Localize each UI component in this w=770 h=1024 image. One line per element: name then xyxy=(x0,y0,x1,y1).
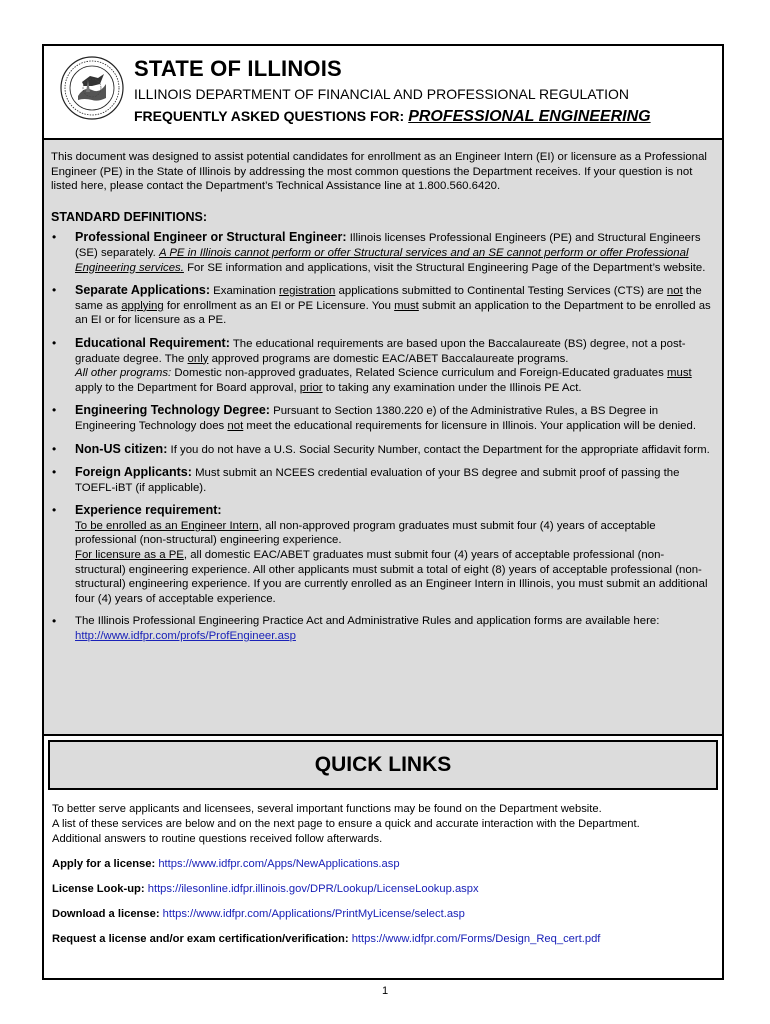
definitions-section xyxy=(44,140,722,736)
practice-act-link[interactable]: http://www.idfpr.com/profs/ProfEngineer.asp xyxy=(75,630,296,643)
definition-text: the same as xyxy=(75,285,702,312)
definition-underline: prior xyxy=(299,381,323,394)
definition-term: Separate Applications: xyxy=(75,283,210,298)
definition-italic: All other programs: xyxy=(75,367,172,380)
definition-pe-se xyxy=(51,230,714,275)
definition-experience-requirement xyxy=(51,503,714,606)
definition-text: submit an application to the Department to be enrolled as an EI or for licensure as a PE. xyxy=(75,299,711,327)
definition-underline: applying xyxy=(121,299,164,312)
definition-underline: For licensure as a PE xyxy=(75,549,184,562)
definition-term: Educational Requirement: xyxy=(75,335,230,350)
definition-text: Illinois licenses Professional Engineers (PE) and Structural Engineers (SE) separately. xyxy=(75,232,701,259)
definition-underline: must xyxy=(394,299,419,312)
intro-paragraph: This document was designed to assist potential candidates for enrollment as an Engineer Intern (EI) or licensure as a Professional Engineer (PE) in the State of Illinois by addressing the most common questions the Department receives. If your question is not listed here, please contact the Department’s Technical Assistance line at 1.800.560.6420. xyxy=(51,151,707,193)
definition-educational-requirement xyxy=(51,336,714,395)
quick-link-url[interactable]: https://ilesonline.idfpr.illinois.gov/DPR/Lookup/LicenseLookup.aspx xyxy=(147,883,479,895)
quick-link-label: Apply for a license: xyxy=(52,858,156,870)
quick-link-label: Download a license: xyxy=(52,908,160,920)
quick-links-banner xyxy=(48,740,718,790)
quick-links-intro-line-3: Additional answers to routine questions received follow afterwards. xyxy=(52,833,383,845)
definition-text: for enrollment as an EI or PE Licensure. You xyxy=(163,299,395,312)
document-frame xyxy=(42,44,724,980)
definition-term: Experience requirement: xyxy=(75,503,222,518)
definition-text: The Illinois Professional Engineering Practice Act and Administrative Rules and application forms are available here: xyxy=(75,615,660,628)
definition-foreign-applicants xyxy=(51,465,714,495)
page-number: 1 xyxy=(381,985,389,997)
state-title: STATE OF ILLINOIS xyxy=(134,56,342,81)
definition-text: applications submitted to Continental Testing Services (CTS) are xyxy=(335,285,667,298)
definition-term: Foreign Applicants: xyxy=(75,465,192,480)
quick-links-intro-line-2: A list of these services are below and on the next page to ensure a quick and accurate interaction with the Department. xyxy=(52,818,640,830)
definition-text: , all domestic EAC/ABET graduates must submit four (4) years of acceptable professional (non-structural) engineering experience. All other applicants must submit a total of eight (8) years of acceptable professional (non-structural) engineering experience. If you are currently enrolled as an Engineer Intern in Illinois, you must submit an additional four (4) years of acceptable experience. xyxy=(75,549,708,605)
definition-technology-degree xyxy=(51,403,714,433)
faq-heading xyxy=(134,108,651,126)
definition-text: Must submit an NCEES credential evaluation of your BS degree and submit proof of passing the TOEFL-iBT (if applicable). xyxy=(75,467,680,494)
definition-text: , all non-approved program graduates must submit four (4) years of acceptable professional (non-structural) engineering experience. xyxy=(75,519,656,547)
definition-text: approved programs are domestic EAC/ABET Baccalaureate programs. xyxy=(208,352,569,365)
definitions-heading: STANDARD DEFINITIONS: xyxy=(51,209,208,224)
quick-links-intro-line-1: To better serve applicants and licensees, several important functions may be found on the Department website. xyxy=(52,803,602,815)
definition-separate-applications xyxy=(51,283,714,328)
quick-links-section xyxy=(52,802,716,947)
definition-underline: not xyxy=(227,419,244,432)
quick-link-apply xyxy=(52,857,716,872)
quick-link-download xyxy=(52,907,716,922)
definition-underline: registration xyxy=(279,285,336,298)
definition-emphasis: A PE in Illinois cannot perform or offer Structural services and an SE cannot perform or offer Professional Engineering services. xyxy=(75,246,689,274)
faq-subject: PROFESSIONAL ENGINEERING xyxy=(408,108,651,125)
definition-text: apply to the Department for Board approval, xyxy=(75,381,300,394)
quick-links-title: QUICK LINKS xyxy=(314,753,452,776)
definitions-list xyxy=(51,230,714,643)
definition-underline: not xyxy=(666,285,683,298)
quick-link-certification xyxy=(52,932,716,947)
definition-underline: only xyxy=(187,352,209,365)
department-name: ILLINOIS DEPARTMENT OF FINANCIAL AND PROFESSIONAL REGULATION xyxy=(134,86,630,102)
definition-term: Non-US citizen: xyxy=(75,441,168,456)
quick-link-url[interactable]: https://www.idfpr.com/Applications/PrintMyLicense/select.asp xyxy=(162,908,465,920)
header xyxy=(44,46,722,140)
definition-text: If you do not have a U.S. Social Security Number, contact the Department for the appropriate affidavit form. xyxy=(167,443,710,456)
definition-text: Domestic non-approved graduates, Related Science curriculum and Foreign-Educated graduates xyxy=(171,367,668,380)
definition-underline: must xyxy=(667,367,692,380)
faq-prefix: FREQUENTLY ASKED QUESTIONS FOR: xyxy=(134,108,405,124)
quick-link-url[interactable]: https://www.idfpr.com/Apps/NewApplications.asp xyxy=(158,858,400,870)
quick-link-label: Request a license and/or exam certification/verification: xyxy=(52,933,349,945)
definition-text: For SE information and applications, visit the Structural Engineering Page of the Department’s website. xyxy=(183,261,706,274)
definition-term: Engineering Technology Degree: xyxy=(75,403,270,418)
definition-text: meet the educational requirements for licensure in Illinois. Your application will be denied. xyxy=(243,419,696,432)
definition-underline: To be enrolled as an Engineer Intern xyxy=(75,519,259,532)
definition-non-us-citizen xyxy=(51,442,714,458)
definition-text: The educational requirements are based upon the Baccalaureate (BS) degree, not a post-graduate degree. The xyxy=(75,337,686,365)
definition-text: Examination xyxy=(210,285,280,298)
definition-text: Pursuant to Section 1380.220 e) of the Administrative Rules, a BS Degree in Engineering Technology does xyxy=(75,405,659,432)
state-seal-icon xyxy=(60,56,124,120)
quick-link-label: License Look-up: xyxy=(52,883,145,895)
definition-text: to taking any examination under the Illinois PE Act. xyxy=(322,381,582,394)
quick-link-url[interactable]: https://www.idfpr.com/Forms/Design_Req_cert.pdf xyxy=(351,933,601,945)
definition-practice-act xyxy=(51,614,714,643)
definition-term: Professional Engineer or Structural Engineer: xyxy=(75,230,347,245)
quick-link-lookup xyxy=(52,882,716,897)
